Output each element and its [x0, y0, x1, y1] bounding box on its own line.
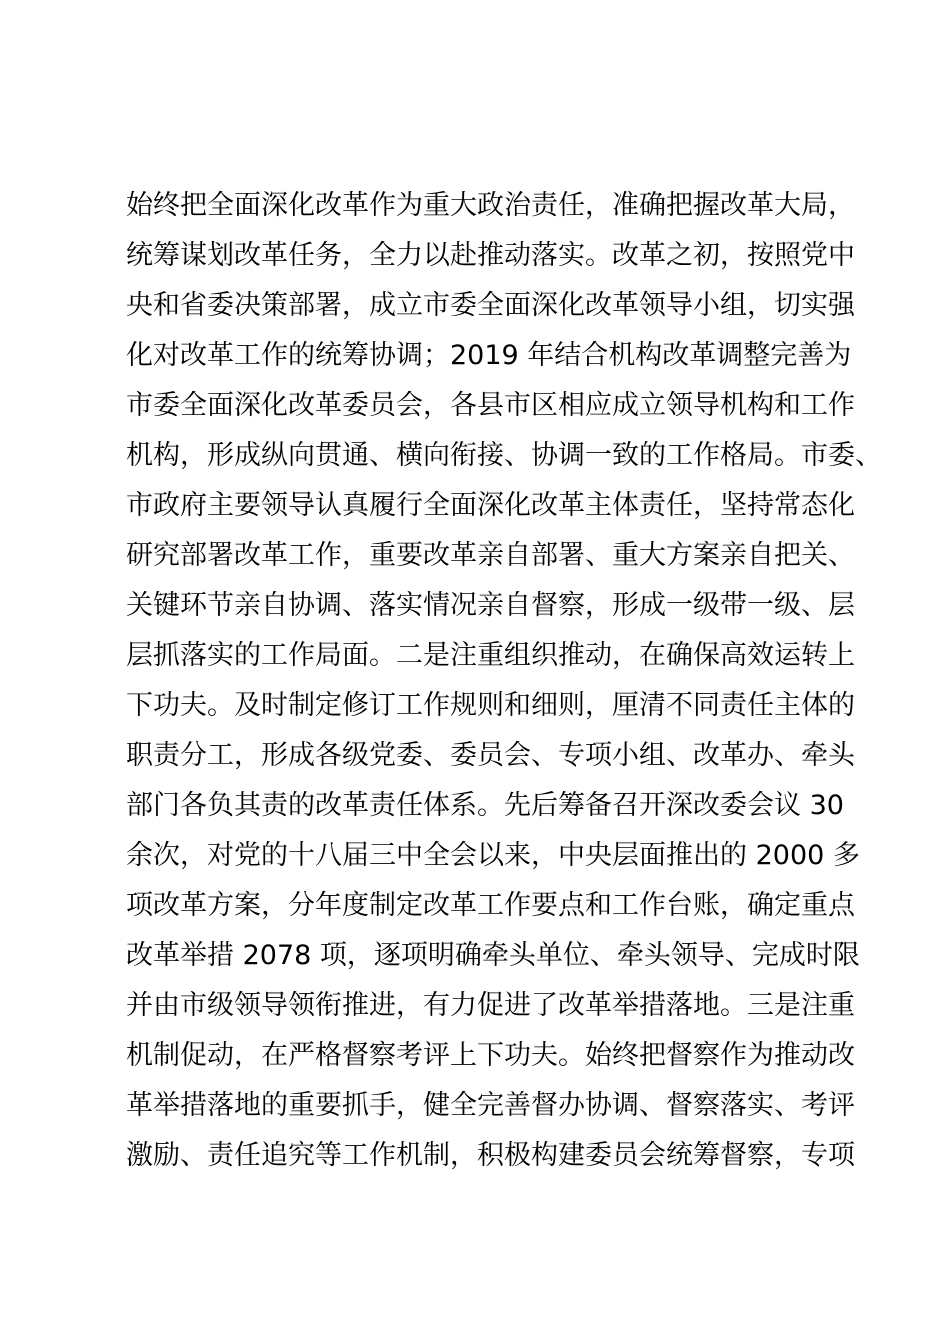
text-line: 部门各负其责的改革责任体系。先后筹备召开深改委会议 30 [126, 790, 844, 821]
text-line: 职责分工，形成各级党委、委员会、专项小组、改革办、牵头 [126, 740, 855, 771]
text-line: 央和省委决策部署，成立市委全面深化改革领导小组，切实强 [126, 290, 855, 321]
text-line: 激励、责任追究等工作机制，积极构建委员会统筹督察，专项 [126, 1140, 855, 1171]
text-line: 下功夫。及时制定修订工作规则和细则，厘清不同责任主体的 [126, 690, 855, 721]
text-line: 机制促动，在严格督察考评上下功夫。始终把督察作为推动改 [126, 1040, 855, 1071]
body-paragraph [126, 181, 882, 1181]
text-line: 并由市级领导领衔推进，有力促进了改革举措落地。三是注重 [126, 990, 855, 1021]
text-line: 关键环节亲自协调、落实情况亲自督察，形成一级带一级、层 [126, 590, 855, 621]
text-line: 项改革方案，分年度制定改革工作要点和工作台账，确定重点 [126, 890, 855, 921]
text-line: 余次，对党的十八届三中全会以来，中央层面推出的 2000 多 [126, 840, 860, 871]
text-line: 始终把全面深化改革作为重大政治责任，准确把握改革大局， [126, 190, 855, 221]
text-line: 统筹谋划改革任务，全力以赴推动落实。改革之初，按照党中 [126, 240, 855, 271]
text-line: 改革举措 2078 项，逐项明确牵头单位、牵头领导、完成时限 [126, 940, 860, 971]
text-line: 革举措落地的重要抓手，健全完善督办协调、督察落实、考评 [126, 1090, 855, 1121]
text-line: 化对改革工作的统筹协调；2019 年结合机构改革调整完善为 [126, 340, 852, 371]
text-line: 市委全面深化改革委员会，各县市区相应成立领导机构和工作 [126, 390, 855, 421]
text-line: 层抓落实的工作局面。二是注重组织推动，在确保高效运转上 [126, 640, 855, 671]
text-line: 市政府主要领导认真履行全面深化改革主体责任，坚持常态化 [126, 490, 855, 521]
text-line: 研究部署改革工作，重要改革亲自部署、重大方案亲自把关、 [126, 540, 855, 571]
text-line: 机构，形成纵向贯通、横向衔接、协调一致的工作格局。市委、 [126, 440, 882, 471]
